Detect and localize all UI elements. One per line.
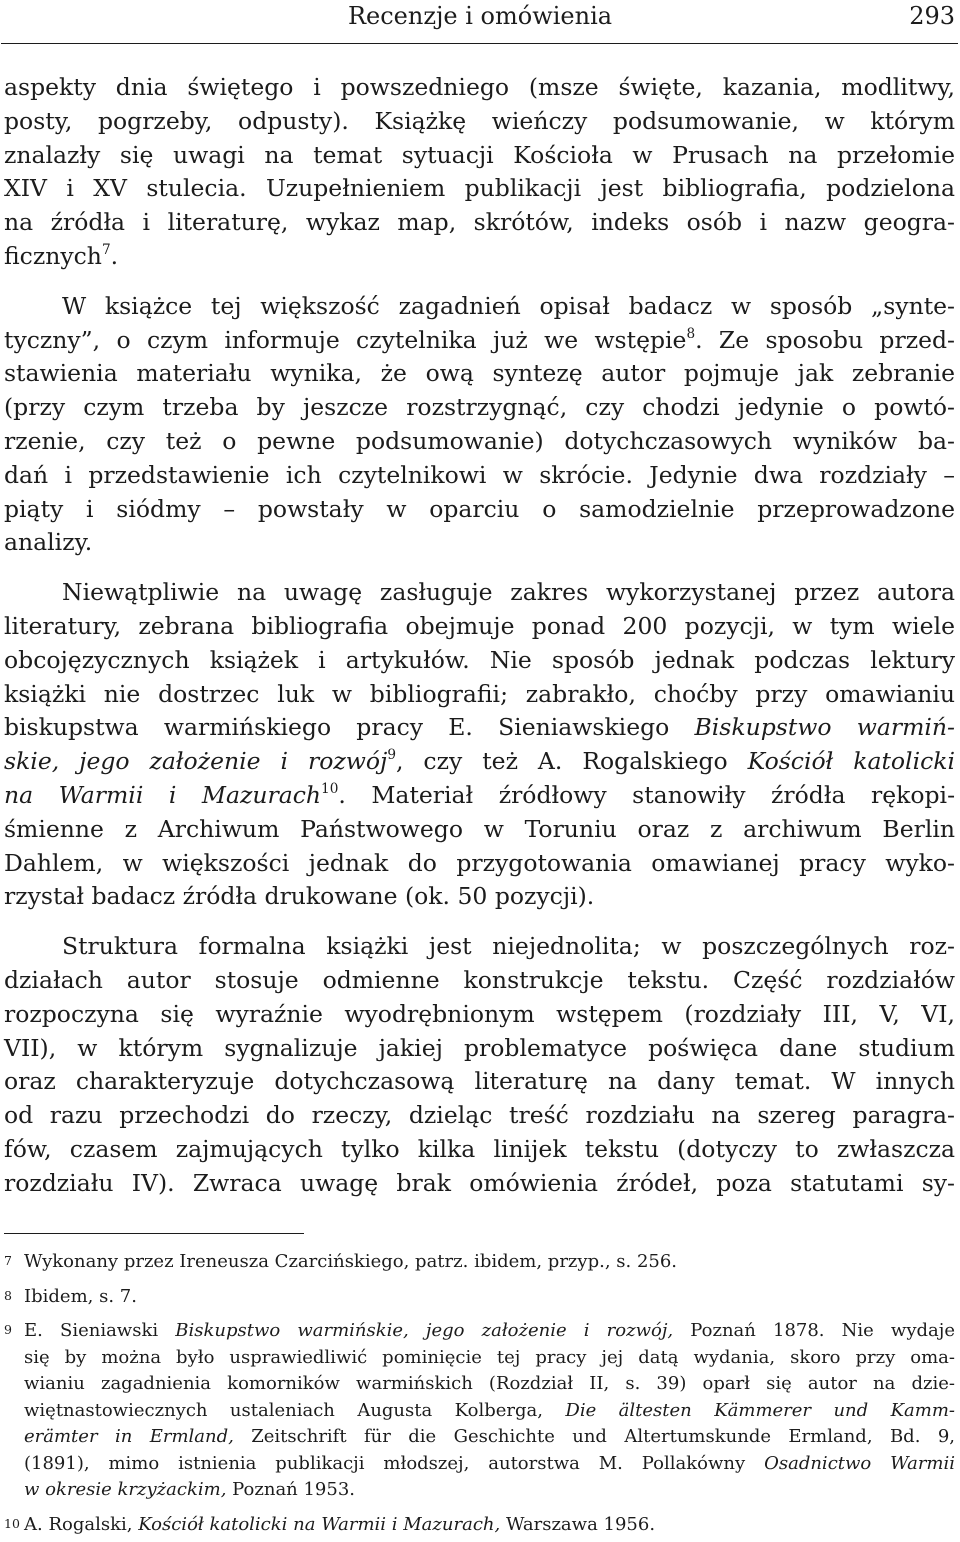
text-line: fów, czasem zajmujących tylko kilka linijek tekstu (dotyczy to zwłaszcza bbox=[4, 1134, 955, 1163]
text-run: A. Rogalski, bbox=[24, 1513, 139, 1535]
italic-title: Biskupstwo warmiń- bbox=[694, 713, 955, 742]
italic-title: skie, jego założenie i rozwój bbox=[4, 747, 388, 776]
footnote-line bbox=[24, 1318, 955, 1345]
text-line bbox=[4, 240, 955, 274]
footnotes bbox=[4, 1249, 955, 1542]
text-line: działach autor stosuje odmienne konstrukcje tekstu. Część rozdziałów bbox=[4, 965, 955, 994]
paragraph bbox=[4, 930, 955, 1200]
text-line: (przy czym trzeba by jeszcze rozstrzygnąć, czy chodzi jedynie o powtó- bbox=[4, 393, 955, 422]
italic-title: w okresie krzyżackim, bbox=[24, 1479, 227, 1500]
text-line: rzystał badacz źródła drukowane (ok. 50 pozycji). bbox=[4, 882, 595, 911]
text-line: W książce tej większość zagadnień opisał badacz w sposób „synte- bbox=[62, 291, 955, 320]
footnote-ref: 8 bbox=[686, 325, 696, 342]
text-line bbox=[4, 745, 955, 779]
text-run: Poznań 1878. Nie wydaje bbox=[673, 1320, 955, 1341]
running-header bbox=[0, 0, 960, 34]
text-line bbox=[4, 779, 955, 813]
text-line: znalazły się uwagi na temat sytuacji Kościoła w Prusach na przełomie bbox=[4, 140, 955, 169]
paragraph bbox=[4, 290, 955, 560]
footnote bbox=[4, 1284, 955, 1311]
footnote-number: 7 bbox=[4, 1253, 12, 1268]
body-text bbox=[4, 71, 955, 1217]
text-line: książki nie dostrzec luk w bibliografii; zabrakło, choćby przy omawianiu bbox=[4, 679, 955, 708]
italic-title: Kościół katolicki bbox=[747, 747, 955, 776]
footnote-line bbox=[24, 1512, 955, 1539]
text-line: od razu przechodzi do rzeczy, dzieląc treść rozdziału na szereg paragra- bbox=[4, 1101, 955, 1130]
text-line: rozpoczyna się wyraźnie wyodrębnionym wstępem (rozdziały III, V, VI, bbox=[4, 999, 955, 1028]
text-line: analizy. bbox=[4, 528, 93, 557]
text-run: Zeitschrift für die Geschichte und Altertumskunde Ermland, Bd. 9, bbox=[233, 1426, 956, 1447]
text-line: na źródła i literaturę, wykaz map, skrótów, indeks osób i nazw geogra- bbox=[4, 208, 955, 237]
text-line: literatury, zebrana bibliografia obejmuje ponad 200 pozycji, w tym wiele bbox=[4, 611, 955, 640]
text-line: VII), w którym sygnalizuje jakiej problematyce poświęca dane studium bbox=[4, 1033, 955, 1062]
footnote-number: 8 bbox=[4, 1287, 12, 1303]
text-run: więtnastowiecznych ustaleniach Augusta Kolberga, bbox=[24, 1399, 566, 1421]
text-run: biskupstwa warmińskiego pracy E. Sieniawskiego bbox=[4, 713, 695, 742]
text-run: . bbox=[110, 241, 119, 270]
italic-title: Die ältesten Kämmerer und Kamm- bbox=[565, 1399, 955, 1421]
footnote-ref: 10 bbox=[321, 781, 339, 798]
text-run: E. Sieniawski bbox=[24, 1320, 176, 1341]
header-rule bbox=[1, 43, 958, 44]
text-line: Struktura formalna książki jest niejednolita; w poszczególnych roz- bbox=[62, 932, 955, 961]
footnote-line: Wykonany przez Ireneusza Czarcińskiego, patrz. ibidem, przyp., s. 256. bbox=[24, 1251, 678, 1272]
text-run: . Materiał źródłowy stanowiły źródła rękopi- bbox=[338, 780, 956, 809]
text-run: tyczny”, o czym informuje czytelnika już we wstępie bbox=[4, 325, 687, 354]
italic-title: erämter in Ermland, bbox=[24, 1426, 234, 1447]
text-line: Dahlem, w większości jednak do przygotowania omawianej pracy wyko- bbox=[4, 848, 955, 877]
text-line: dań i przedstawienie ich czytelnikowi w skrócie. Jedynie dwa rozdziały – bbox=[4, 460, 955, 489]
running-head-title: Recenzje i omówienia bbox=[347, 2, 613, 30]
text-line: rzenie, czy też o pewne podsumowanie) dotychczasowych wyników ba- bbox=[4, 426, 955, 455]
footnote-line: się by można było usprawiedliwić pominięcie tej pracy jej datą wydania, skoro przy oma- bbox=[24, 1346, 955, 1368]
footnote-number: 10 bbox=[4, 1515, 20, 1531]
paragraph bbox=[4, 576, 955, 914]
text-line: aspekty dnia świętego i powszedniego (msze święte, kazania, modlitwy, bbox=[4, 73, 955, 101]
footnote-line bbox=[24, 1477, 955, 1504]
footnote-line bbox=[24, 1451, 955, 1478]
text-line: stawienia materiału wynika, że ową syntezę autor pojmuje jak zebranie bbox=[4, 359, 955, 388]
text-run: , czy też A. Rogalskiego bbox=[395, 747, 748, 776]
text-line: Niewątpliwie na uwagę zasługuje zakres wykorzystanej przez autora bbox=[62, 578, 955, 607]
italic-title: Osadnictwo Warmii bbox=[764, 1452, 956, 1474]
text-line: śmienne z Archiwum Państwowego w Toruniu oraz z archiwum Berlin bbox=[4, 814, 955, 843]
italic-title: na Warmii i Mazurach bbox=[4, 780, 322, 809]
footnote-line: Ibidem, s. 7. bbox=[24, 1285, 137, 1307]
footnote bbox=[4, 1318, 955, 1504]
footnote-ref: 9 bbox=[387, 747, 396, 764]
footnote-number: 9 bbox=[4, 1322, 12, 1337]
italic-title: Biskupstwo warmińskie, jego założenie i rozwój, bbox=[175, 1320, 674, 1341]
italic-title: Kościół katolicki na Warmii i Mazurach, bbox=[138, 1513, 501, 1535]
paragraph bbox=[4, 71, 955, 274]
text-run: Poznań 1953. bbox=[226, 1479, 356, 1500]
footnote bbox=[4, 1512, 955, 1539]
footnote-line bbox=[24, 1424, 955, 1451]
footnote bbox=[4, 1249, 955, 1276]
text-line: piąty i siódmy – powstały w oparciu o samodzielnie przeprowadzone bbox=[4, 494, 955, 523]
text-line: obcojęzycznych książek i artykułów. Nie sposób jednak podczas lektury bbox=[4, 645, 955, 674]
footnote-line: wianiu zagadnienia komorników warmińskich (Rozdział II, s. 39) oparł się autor na dzie- bbox=[24, 1373, 955, 1394]
footnote-line bbox=[24, 1398, 955, 1425]
text-line bbox=[4, 711, 955, 745]
text-line: rozdziału IV). Zwraca uwagę brak omówienia źródeł, poza statutami sy- bbox=[4, 1168, 955, 1197]
text-run: Warszawa 1956. bbox=[500, 1513, 656, 1535]
footnote-separator bbox=[4, 1233, 304, 1234]
text-run: (1891), mimo istnienia publikacji młodszej, autorstwa M. Pollakówny bbox=[24, 1452, 765, 1474]
text-line: XIV i XV stulecia. Uzupełnieniem publikacji jest bibliografia, podzielona bbox=[4, 174, 955, 203]
text-run: . Ze sposobu przed- bbox=[695, 325, 955, 354]
footnote-ref: 7 bbox=[101, 242, 111, 259]
text-line: oraz charakteryzuje dotychczasową literaturę na dany temat. W innych bbox=[4, 1067, 955, 1096]
page-number: 293 bbox=[909, 2, 955, 30]
text-line: posty, pogrzeby, odpusty). Książkę wieńczy podsumowanie, w którym bbox=[4, 106, 955, 135]
text-run: ficznych bbox=[4, 241, 102, 270]
text-line bbox=[4, 324, 955, 358]
